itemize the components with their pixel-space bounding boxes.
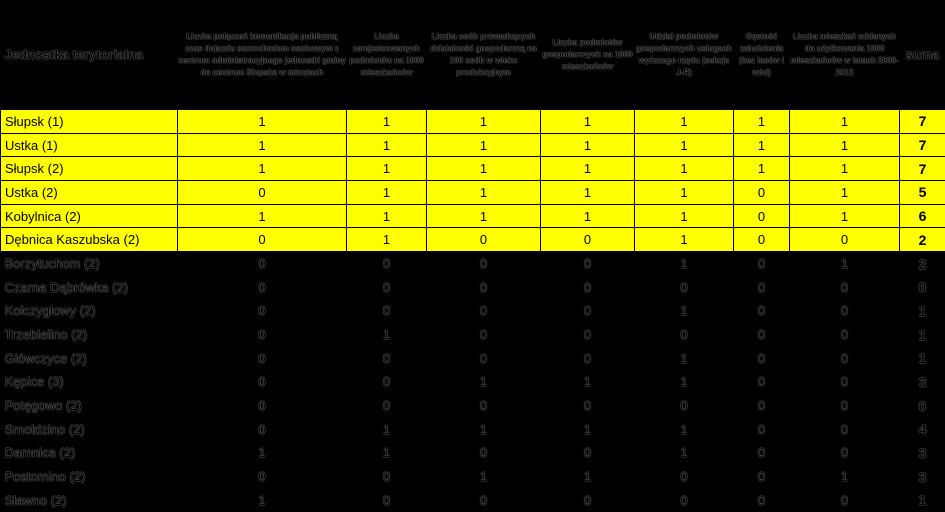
value-cell: 1 xyxy=(178,441,347,465)
sum-cell: 6 xyxy=(900,204,945,228)
value-cell: 1 xyxy=(790,204,900,228)
value-cell: 1 xyxy=(347,110,427,134)
value-cell: 1 xyxy=(734,133,790,157)
sum-cell: 7 xyxy=(900,110,945,134)
unit-name-cell: Ustka (1) xyxy=(1,133,178,157)
value-cell: 0 xyxy=(427,252,541,276)
value-cell: 1 xyxy=(635,441,734,465)
value-cell: 0 xyxy=(178,465,347,489)
value-cell: 1 xyxy=(635,370,734,394)
sum-cell: 2 xyxy=(900,252,945,276)
value-cell: 0 xyxy=(790,394,900,418)
value-cell: 0 xyxy=(790,417,900,441)
value-cell: 1 xyxy=(427,417,541,441)
value-cell: 1 xyxy=(347,157,427,181)
value-cell: 0 xyxy=(347,489,427,512)
value-cell: 0 xyxy=(734,465,790,489)
unit-name-cell: Kobylnica (2) xyxy=(1,204,178,228)
value-cell: 0 xyxy=(427,346,541,370)
value-cell: 0 xyxy=(541,252,635,276)
value-cell: 1 xyxy=(347,441,427,465)
value-cell: 1 xyxy=(635,252,734,276)
value-cell: 0 xyxy=(541,441,635,465)
table-body xyxy=(1,110,945,512)
table-row xyxy=(1,441,945,465)
value-cell: 1 xyxy=(427,181,541,205)
value-cell: 0 xyxy=(734,275,790,299)
table-row xyxy=(1,299,945,323)
unit-name-cell: Borzytuchom (2) xyxy=(1,252,178,276)
value-cell: 0 xyxy=(178,228,347,252)
table-row xyxy=(1,275,945,299)
value-cell: 1 xyxy=(635,299,734,323)
value-cell: 0 xyxy=(178,252,347,276)
value-cell: 0 xyxy=(427,441,541,465)
value-cell: 1 xyxy=(635,181,734,205)
value-cell: 1 xyxy=(178,157,347,181)
header-cell: Jednostka terytorialna xyxy=(1,0,178,110)
unit-name-cell: Smołdzino (2) xyxy=(1,417,178,441)
header-cell: Liczba podmiotów gospodarczych na 1000 mieszkańców xyxy=(541,0,635,110)
value-cell: 0 xyxy=(541,299,635,323)
value-cell: 1 xyxy=(790,181,900,205)
value-cell: 1 xyxy=(790,252,900,276)
value-cell: 0 xyxy=(541,346,635,370)
value-cell: 0 xyxy=(790,370,900,394)
value-cell: 1 xyxy=(790,465,900,489)
value-cell: 1 xyxy=(541,181,635,205)
sum-cell: 7 xyxy=(900,157,945,181)
value-cell: 0 xyxy=(427,275,541,299)
unit-name-cell: Sławno (2) xyxy=(1,489,178,512)
value-cell: 0 xyxy=(427,228,541,252)
value-cell: 0 xyxy=(427,489,541,512)
header-cell: Liczba mieszkań oddanych do użytkowania 1000 mieszkańców w latach 2008-2012 xyxy=(790,0,900,110)
value-cell: 1 xyxy=(427,110,541,134)
value-cell: 0 xyxy=(347,299,427,323)
table-row xyxy=(1,417,945,441)
value-cell: 0 xyxy=(427,394,541,418)
value-cell: 1 xyxy=(635,157,734,181)
unit-name-cell: Słupsk (1) xyxy=(1,110,178,134)
value-cell: 1 xyxy=(790,110,900,134)
value-cell: 1 xyxy=(635,417,734,441)
value-cell: 1 xyxy=(541,417,635,441)
value-cell: 0 xyxy=(541,228,635,252)
value-cell: 0 xyxy=(734,204,790,228)
unit-name-cell: Potęgowo (2) xyxy=(1,394,178,418)
sum-cell: 1 xyxy=(900,346,945,370)
value-cell: 1 xyxy=(635,346,734,370)
unit-name-cell: Słupsk (2) xyxy=(1,157,178,181)
value-cell: 0 xyxy=(734,370,790,394)
value-cell: 0 xyxy=(790,489,900,512)
value-cell: 1 xyxy=(347,204,427,228)
sum-cell: 1 xyxy=(900,323,945,347)
sum-cell: 3 xyxy=(900,441,945,465)
value-cell: 0 xyxy=(790,228,900,252)
table-row xyxy=(1,394,945,418)
value-cell: 0 xyxy=(347,394,427,418)
value-cell: 0 xyxy=(790,441,900,465)
value-cell: 0 xyxy=(734,394,790,418)
header-row xyxy=(1,0,945,110)
value-cell: 0 xyxy=(347,275,427,299)
value-cell: 1 xyxy=(790,133,900,157)
value-cell: 0 xyxy=(635,465,734,489)
value-cell: 1 xyxy=(541,133,635,157)
header-cell: Udział podmiotów gospodarczych usługach wyższego rzędu (sekcje J-R) xyxy=(635,0,734,110)
unit-name-cell: Postomino (2) xyxy=(1,465,178,489)
value-cell: 1 xyxy=(427,370,541,394)
value-cell: 0 xyxy=(427,323,541,347)
value-cell: 1 xyxy=(734,157,790,181)
unit-name-cell: Ustka (2) xyxy=(1,181,178,205)
value-cell: 0 xyxy=(734,346,790,370)
value-cell: 1 xyxy=(541,157,635,181)
value-cell: 0 xyxy=(178,275,347,299)
value-cell: 1 xyxy=(178,110,347,134)
unit-name-cell: Damnica (2) xyxy=(1,441,178,465)
table-row xyxy=(1,370,945,394)
sum-cell: 0 xyxy=(900,394,945,418)
value-cell: 0 xyxy=(734,417,790,441)
value-cell: 1 xyxy=(178,204,347,228)
value-cell: 1 xyxy=(541,465,635,489)
value-cell: 0 xyxy=(541,489,635,512)
sum-cell: 3 xyxy=(900,465,945,489)
value-cell: 1 xyxy=(427,465,541,489)
unit-name-cell: Kołczygłowy (2) xyxy=(1,299,178,323)
value-cell: 0 xyxy=(347,252,427,276)
value-cell: 0 xyxy=(734,181,790,205)
sum-cell: 3 xyxy=(900,370,945,394)
value-cell: 0 xyxy=(790,299,900,323)
value-cell: 0 xyxy=(541,275,635,299)
unit-name-cell: Czarna Dąbrówka (2) xyxy=(1,275,178,299)
sum-cell: 0 xyxy=(900,275,945,299)
value-cell: 1 xyxy=(347,417,427,441)
table-row xyxy=(1,346,945,370)
value-cell: 1 xyxy=(427,204,541,228)
value-cell: 0 xyxy=(635,489,734,512)
value-cell: 0 xyxy=(734,489,790,512)
value-cell: 1 xyxy=(635,133,734,157)
unit-name-cell: Główczyce (2) xyxy=(1,346,178,370)
value-cell: 1 xyxy=(347,133,427,157)
unit-name-cell: Trzebielino (2) xyxy=(1,323,178,347)
value-cell: 1 xyxy=(178,133,347,157)
value-cell: 0 xyxy=(178,323,347,347)
sum-cell: 4 xyxy=(900,417,945,441)
unit-name-cell: Dębnica Kaszubska (2) xyxy=(1,228,178,252)
value-cell: 0 xyxy=(178,417,347,441)
table-row xyxy=(1,157,945,181)
value-cell: 1 xyxy=(541,204,635,228)
value-cell: 0 xyxy=(347,465,427,489)
table-row xyxy=(1,133,945,157)
value-cell: 0 xyxy=(790,346,900,370)
value-cell: 0 xyxy=(734,252,790,276)
value-cell: 0 xyxy=(734,323,790,347)
value-cell: 0 xyxy=(734,228,790,252)
header-cell: Liczba zarejestrowanych podmiotów na 1000 mieszkańców xyxy=(347,0,427,110)
value-cell: 0 xyxy=(178,370,347,394)
value-cell: 0 xyxy=(635,394,734,418)
value-cell: 1 xyxy=(178,489,347,512)
value-cell: 1 xyxy=(635,204,734,228)
table-row xyxy=(1,110,945,134)
value-cell: 0 xyxy=(635,323,734,347)
value-cell: 0 xyxy=(347,346,427,370)
value-cell: 0 xyxy=(347,370,427,394)
value-cell: 0 xyxy=(790,323,900,347)
sum-cell: 2 xyxy=(900,228,945,252)
table-row xyxy=(1,489,945,512)
value-cell: 1 xyxy=(541,110,635,134)
value-cell: 0 xyxy=(178,346,347,370)
value-cell: 0 xyxy=(178,299,347,323)
sum-cell: 1 xyxy=(900,489,945,512)
table-row xyxy=(1,181,945,205)
value-cell: 0 xyxy=(790,275,900,299)
sum-cell: 1 xyxy=(900,299,945,323)
unit-name-cell: Kępice (3) xyxy=(1,370,178,394)
value-cell: 0 xyxy=(178,181,347,205)
value-cell: 0 xyxy=(635,275,734,299)
value-cell: 0 xyxy=(734,299,790,323)
header-cell: Liczba osób prowadzących działalność gospodarczą na 100 osób w wieku produkcyjnym xyxy=(427,0,541,110)
value-cell: 1 xyxy=(427,133,541,157)
value-cell: 0 xyxy=(178,394,347,418)
table-row xyxy=(1,323,945,347)
header-cell: suma xyxy=(900,0,945,110)
value-cell: 0 xyxy=(734,441,790,465)
value-cell: 1 xyxy=(427,157,541,181)
table-row xyxy=(1,228,945,252)
sum-cell: 5 xyxy=(900,181,945,205)
value-cell: 1 xyxy=(635,228,734,252)
value-cell: 1 xyxy=(734,110,790,134)
table-row xyxy=(1,252,945,276)
value-cell: 0 xyxy=(541,323,635,347)
value-cell: 0 xyxy=(427,299,541,323)
value-cell: 1 xyxy=(347,228,427,252)
value-cell: 0 xyxy=(541,394,635,418)
header-cell: Liczba połączeń komunikacja publiczną czas dojazdu samochodem osobowym z centrum administracyjnego jednostki gminy do centrum Słupska w minutach xyxy=(178,0,347,110)
table-row xyxy=(1,465,945,489)
value-cell: 1 xyxy=(347,323,427,347)
value-cell: 1 xyxy=(347,181,427,205)
header-cell: Gęstość zaludnienia (bez lasów i wód) xyxy=(734,0,790,110)
sum-cell: 7 xyxy=(900,133,945,157)
value-cell: 1 xyxy=(790,157,900,181)
table-row xyxy=(1,204,945,228)
value-cell: 1 xyxy=(541,370,635,394)
value-cell: 1 xyxy=(635,110,734,134)
